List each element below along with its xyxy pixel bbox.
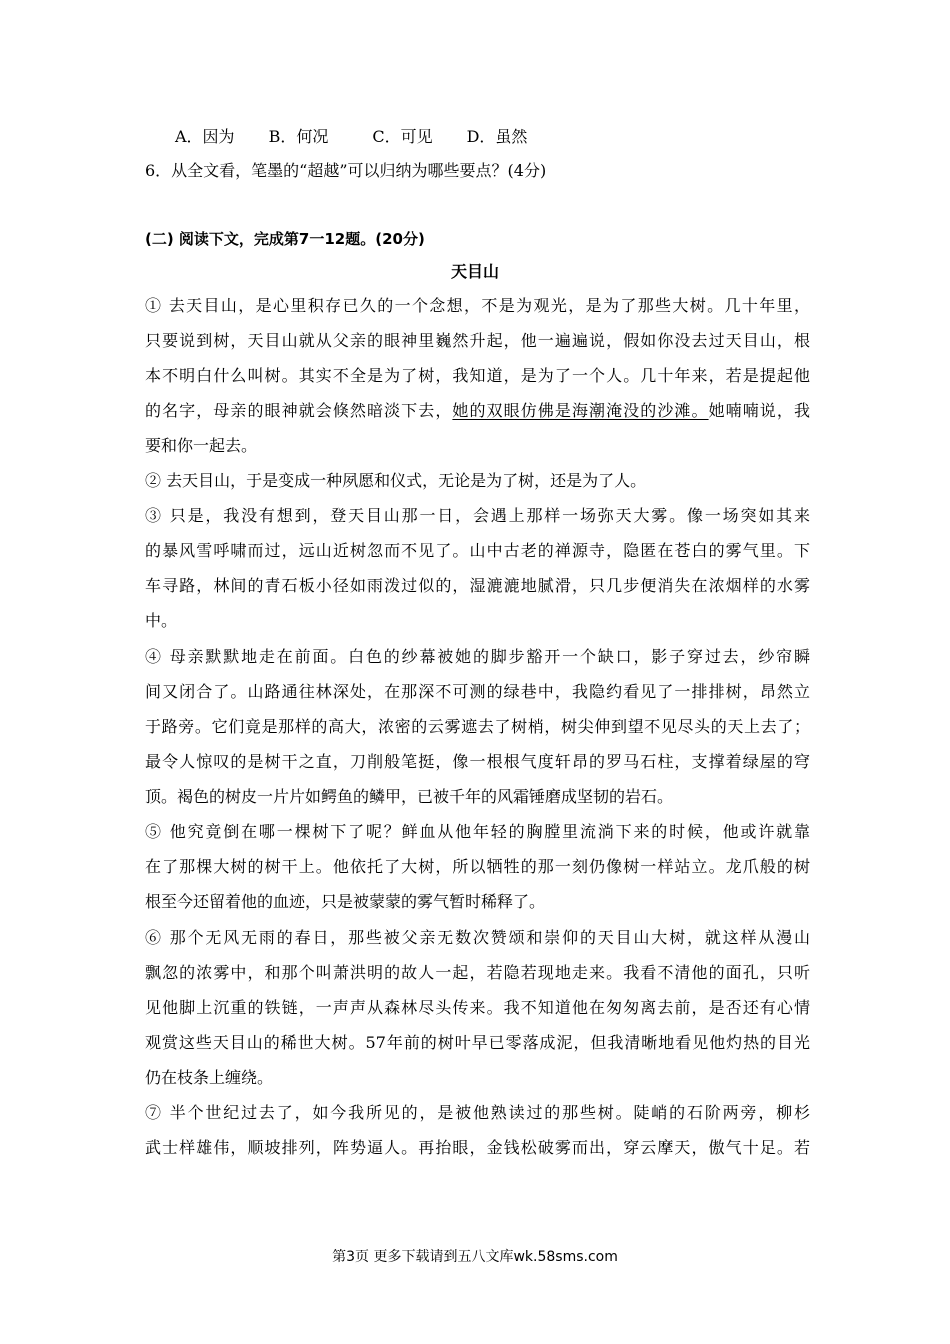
- paragraph-line: 中。: [145, 611, 178, 630]
- question-6: 6．从全文看，笔墨的“超越”可以归纳为哪些要点？(4分): [145, 161, 547, 180]
- paragraph-line: 根至今还留着他的血迹，只是被蒙蒙的雾气暂时稀释了。: [145, 892, 546, 911]
- option-d: D．虽然: [466, 127, 528, 146]
- paragraph-line: 顶。褐色的树皮一片片如鳄鱼的鳞甲，已被千年的风霜锤磨成坚韧的岩石。: [145, 787, 674, 806]
- paragraph-line: 武士样雄伟，顺坡排列，阵势逼人。再抬眼，金钱松破雾而出，穿云摩天，傲气十足。若: [145, 1138, 810, 1157]
- page-footer: 第3页 更多下载请到五八文库wk.58sms.com: [332, 1249, 618, 1265]
- paragraph-line: 车寻路，林间的青石板小径如雨泼过似的，湿漉漉地腻滑，只几步便消失在浓烟样的水雾: [145, 576, 810, 595]
- paragraph-line: 飘忽的浓雾中，和那个叫萧洪明的故人一起，若隐若现地走来。我看不清他的面孔，只听: [145, 963, 810, 982]
- option-a: A．因为: [175, 127, 235, 146]
- paragraph-line: 于路旁。它们竟是那样的高大，浓密的云雾遮去了树梢，树尖伸到望不见尽头的天上去了；: [145, 717, 810, 736]
- paragraph-line: ⑥ 那个无风无雨的春日，那些被父亲无数次赞颂和崇仰的天目山大树，就这样从漫山: [145, 928, 810, 947]
- underlined-sentence: 她的双眼仿佛是海潮淹没的沙滩。: [452, 401, 709, 420]
- paragraph-line: ⑤ 他究竟倒在哪一棵树下了呢？鲜血从他年轻的胸膛里流淌下来的时候，他或许就靠: [145, 822, 810, 841]
- option-b: B．何况: [268, 127, 329, 146]
- paragraph-line: ⑦ 半个世纪过去了，如今我所见的，是被他熟读过的那些树。陡峭的石阶两旁，柳杉: [145, 1103, 810, 1122]
- article-title: 天目山: [450, 262, 499, 281]
- paragraph-line: 观赏这些天目山的稀世大树。57年前的树叶早已零落成泥，但我清晰地看见他灼热的目光: [145, 1033, 810, 1052]
- paragraph-line: 只要说到树，天目山就从父亲的眼神里巍然升起，他一遍遍说，假如你没去过天目山，根: [145, 331, 810, 350]
- paragraph-line: [145, 401, 810, 421]
- paragraph-line: 本不明白什么叫树。其实不全是为了树，我知道，是为了一个人。几十年来，若是提起他: [145, 366, 810, 385]
- paragraph-line: 在了那棵大树的树干上。他依托了大树，所以牺牲的那一刻仍像树一样站立。龙爪般的树: [145, 857, 810, 876]
- paragraph-line: 要和你一起去。: [145, 436, 258, 455]
- paragraph-line: ② 去天目山，于是变成一种夙愿和仪式，无论是为了树，还是为了人。: [145, 471, 647, 490]
- paragraph-line: ③ 只是，我没有想到，登天目山那一日，会遇上那样一场弥天大雾。像一场突如其来: [145, 506, 810, 525]
- paragraph-line: ① 去天目山，是心里积存已久的一个念想，不是为观光，是为了那些大树。几十年里，: [145, 296, 810, 315]
- paragraph-line: 见他脚上沉重的铁链，一声声从森林尽头传来。我不知道他在匆匆离去前，是否还有心情: [145, 998, 810, 1017]
- answer-options: [145, 127, 810, 147]
- paragraph-line: 间又闭合了。山路通往林深处，在那深不可测的绿巷中，我隐约看见了一排排树，昂然立: [145, 682, 810, 701]
- text-segment: 的名字，母亲的眼神就会倏然暗淡下去，: [145, 401, 453, 420]
- paragraph-line: 最令人惊叹的是树干之直，刀削般笔挺，像一根根气度轩昂的罗马石柱，支撑着绿屋的穹: [145, 752, 810, 771]
- option-c: C．可见: [372, 127, 433, 146]
- text-segment: 她喃喃说，我: [708, 401, 810, 420]
- paragraph-line: 仍在枝条上缠绕。: [145, 1068, 274, 1087]
- paragraph-line: ④ 母亲默默地走在前面。白色的纱幕被她的脚步豁开一个缺口，影子穿过去，纱帘瞬: [145, 647, 810, 666]
- paragraph-line: 的暴风雪呼啸而过，远山近树忽而不见了。山中古老的禅源寺，隐匿在苍白的雾气里。下: [145, 541, 810, 560]
- section-heading: (二) 阅读下文，完成第7一12题。(20分): [145, 230, 425, 248]
